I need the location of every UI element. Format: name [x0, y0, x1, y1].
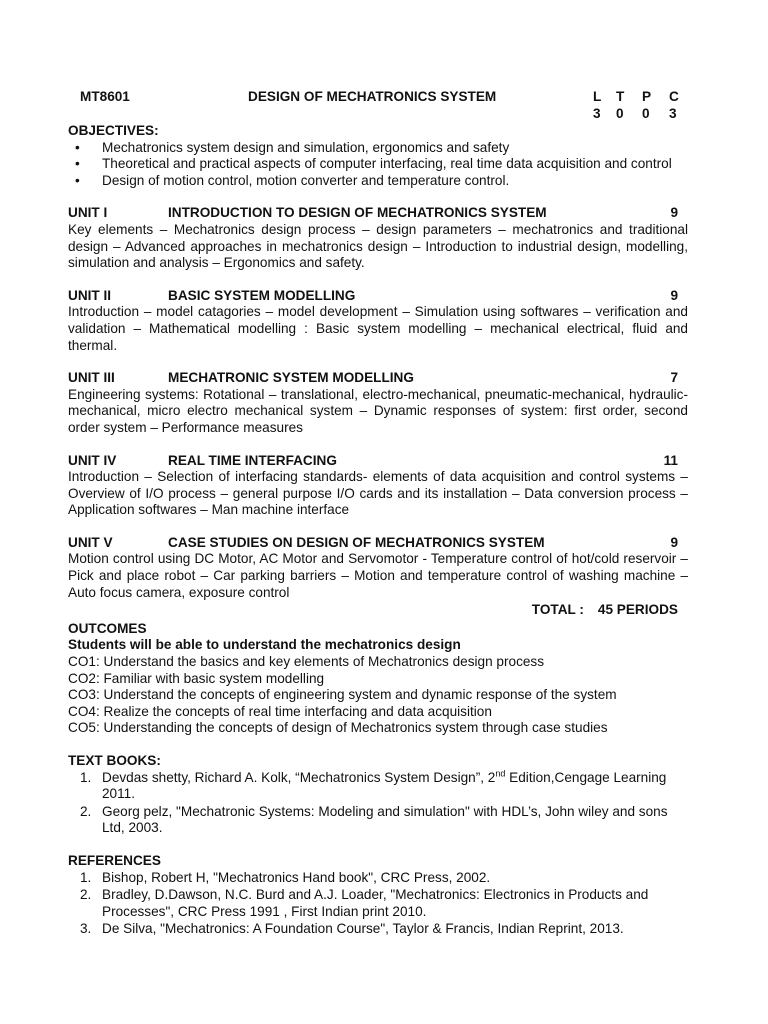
textbooks-title: TEXT BOOKS: [68, 753, 161, 768]
outcome-item: CO5: Understanding the concepts of design of Mechatronics system through case studies [68, 720, 608, 736]
references-section [68, 853, 688, 938]
item-number: 3. [80, 921, 92, 937]
unit-header [68, 453, 688, 470]
outcome-item: CO3: Understand the concepts of engineering system and dynamic response of the system [68, 687, 617, 703]
unit-title: MECHATRONIC SYSTEM MODELLING [168, 370, 414, 386]
ltpc-value-l: 3 [593, 105, 601, 121]
item-number: 1. [80, 869, 92, 885]
outcome-item: CO2: Familiar with basic system modelling [68, 670, 325, 686]
unit-title: BASIC SYSTEM MODELLING [168, 287, 356, 303]
total-periods [68, 602, 688, 619]
references-title: REFERENCES [68, 852, 161, 868]
textbook-item: 2. Georg pelz, "Mechatronic Systems: Modeling and simulation" with HDL’s, John wiley and sons Ltd, 2003. [80, 803, 668, 836]
unit-2 [68, 288, 688, 354]
objective-item: • Design of motion control, motion converter and temperature control. [75, 172, 510, 188]
total-value: 45 PERIODS [597, 602, 678, 618]
unit-body: Motion control using DC Motor, AC Motor and Servomotor - Temperature control of hot/cold reservoir – Pick and place robot – Car parking barriers – Motion and temperature control of washing machine – Auto focus camera, exposure control [68, 551, 688, 600]
bullet-icon: • [75, 139, 80, 155]
unit-body: Engineering systems: Rotational – translational, electro-mechanical, pneumatic-mechanical, hydraulic-mechanical, micro electro mechanical system – Dynamic responses of system: first order, second order system – Performance measures [68, 386, 688, 435]
ltpc-value-t: 0 [616, 105, 624, 121]
unit-body: Introduction – model catagories – model development – Simulation using softwares – verification and validation – Mathematical modelling : Basic system modelling – mechanical electrical, fluid and thermal. [68, 304, 688, 353]
reference-item: 3. De Silva, "Mechatronics: A Foundation Course", Taylor & Francis, Indian Reprint, 2013. [80, 921, 624, 937]
unit-body: Key elements – Mechatronics design process – design parameters – mechatronics and traditional design – Advanced approaches in mechatronics design – Introduction to industrial design, modelling, simulation and analysis – Ergonomics and safety. [68, 221, 688, 271]
unit-number: UNIT IV [68, 452, 117, 468]
objectives-section [68, 123, 688, 189]
unit-5 [68, 535, 688, 601]
course-header [68, 89, 688, 123]
unit-title: REAL TIME INTERFACING [168, 452, 337, 468]
item-number: 2. [80, 803, 92, 819]
textbooks-section [68, 753, 688, 837]
textbooks-list [68, 770, 688, 837]
unit-number: UNIT III [68, 370, 115, 386]
course-title: DESIGN OF MECHATRONICS SYSTEM [248, 89, 497, 104]
unit-number: UNIT I [68, 205, 108, 221]
item-number: 2. [80, 887, 92, 903]
ltpc-header-p: P [642, 89, 652, 104]
unit-hours: 9 [670, 534, 678, 550]
outcomes-section [68, 621, 688, 737]
unit-title: CASE STUDIES ON DESIGN OF MECHATRONICS SYSTEM [168, 534, 545, 550]
unit-4 [68, 453, 688, 519]
ltpc-value-p: 0 [642, 105, 650, 121]
bullet-icon: • [75, 172, 80, 188]
ltpc-header-t: T [616, 89, 625, 104]
ltpc-header-l: L [593, 89, 602, 104]
ltpc-table [593, 89, 689, 122]
unit-hours: 9 [670, 205, 678, 221]
references-list [68, 870, 688, 938]
unit-3 [68, 370, 688, 436]
outcomes-subtitle: Students will be able to understand the mechatronics design [68, 637, 461, 653]
total-label: TOTAL : [531, 602, 584, 618]
unit-hours: 7 [670, 370, 678, 386]
unit-number: UNIT V [68, 534, 113, 550]
reference-item: 2. Bradley, D.Dawson, N.C. Burd and A.J. Loader, "Mechatronics: Electronics in Products and Processes", CRC Press 1991 , First Indian print 2010. [80, 887, 649, 919]
reference-item: 1. Bishop, Robert H, "Mechatronics Hand book", CRC Press, 2002. [80, 869, 491, 885]
objective-item: • Theoretical and practical aspects of computer interfacing, real time data acquisition and control [75, 156, 672, 172]
objective-item: • Mechatronics system design and simulation, ergonomics and safety [75, 139, 510, 155]
unit-hours: 9 [670, 287, 678, 303]
unit-body: Introduction – Selection of interfacing standards- elements of data acquisition and control systems – Overview of I/O process – general purpose I/O cards and its installation – Data conversion process – Application softwares – Man machine interface [68, 469, 688, 518]
item-number: 1. [80, 769, 92, 785]
unit-1 [68, 205, 688, 271]
objectives-list [68, 140, 688, 190]
unit-number: UNIT II [68, 287, 112, 303]
outcome-item: CO4: Realize the concepts of real time interfacing and data acquisition [68, 703, 492, 719]
unit-header [68, 535, 688, 552]
superscript: nd [495, 768, 506, 779]
outcome-item: CO1: Understand the basics and key elements of Mechatronics design process [68, 654, 545, 670]
unit-header [68, 288, 688, 305]
outcomes-title: OUTCOMES [68, 620, 147, 636]
unit-header [68, 370, 688, 387]
unit-title: INTRODUCTION TO DESIGN OF MECHATRONICS SYSTEM [168, 205, 547, 221]
unit-hours: 11 [663, 452, 678, 468]
textbook-item: 1. Devdas shetty, Richard A. Kolk, “Mechatronics System Design”, 2nd Edition,Cengage Learning 2011. [80, 768, 667, 802]
bullet-icon: • [75, 156, 80, 172]
objectives-title: OBJECTIVES: [68, 123, 159, 138]
ltpc-value-c: 3 [669, 105, 677, 121]
course-code: MT8601 [80, 89, 130, 104]
ltpc-header-c: C [669, 89, 679, 104]
unit-header [68, 205, 688, 222]
